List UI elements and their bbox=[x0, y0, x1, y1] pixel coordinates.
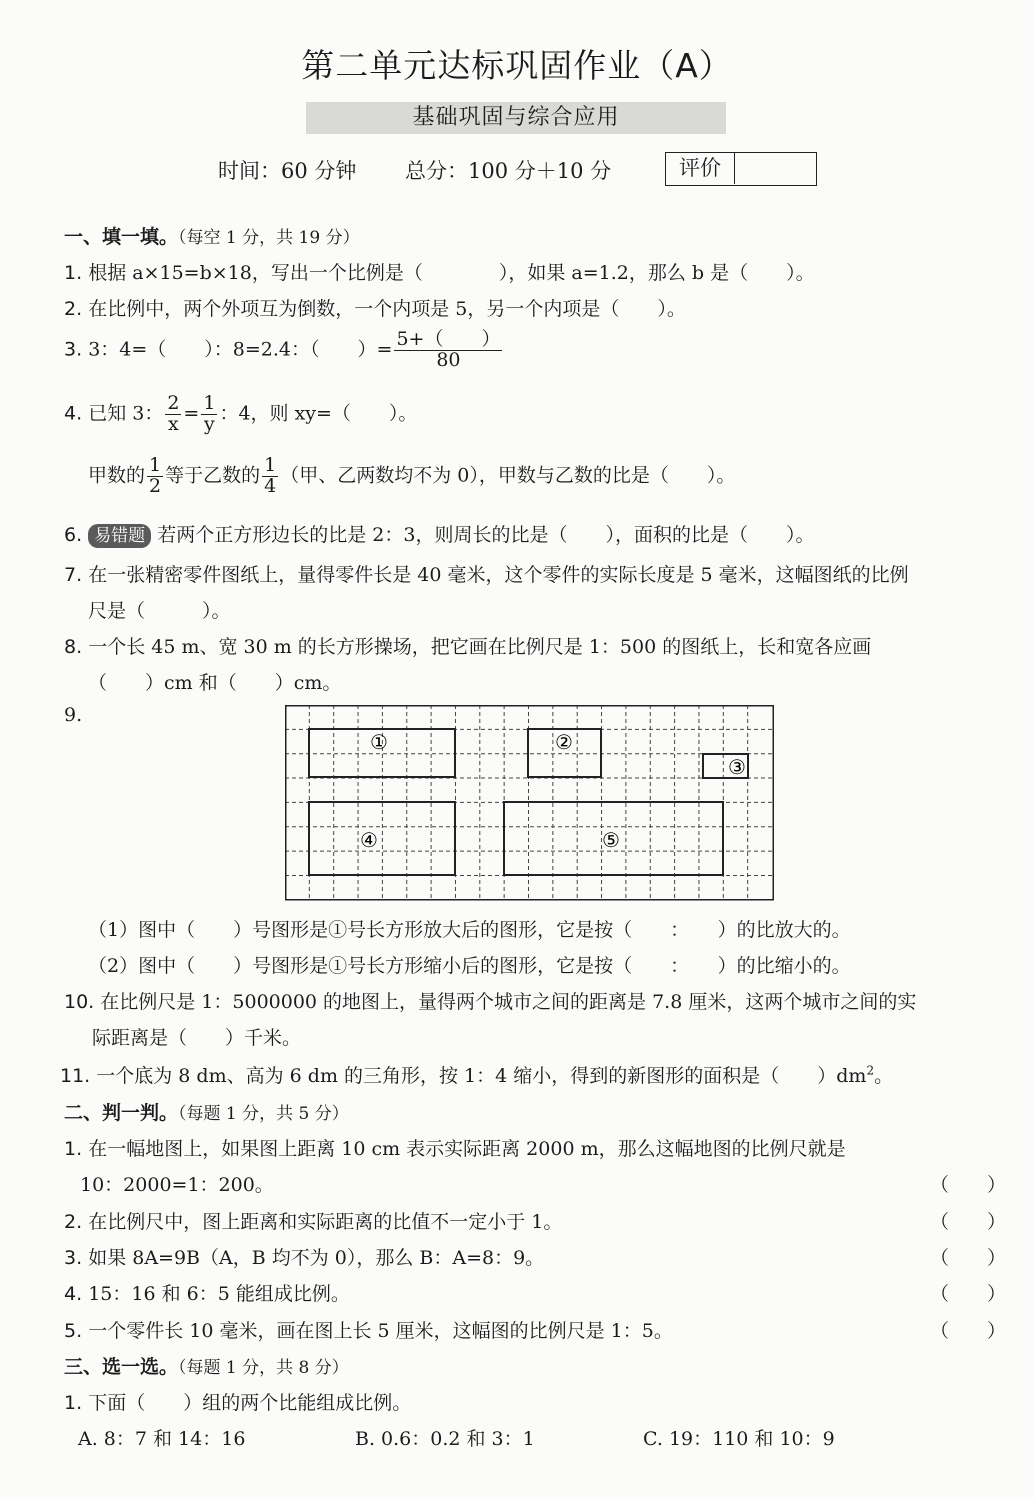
section-3-heading bbox=[64, 1352, 349, 1379]
question-1-4 bbox=[64, 394, 417, 435]
question-1-6 bbox=[64, 520, 814, 548]
question-text: 15：16 和 6：5 能组成比例。 bbox=[88, 1283, 350, 1305]
question-number: 3. bbox=[64, 1247, 83, 1269]
error-prone-badge: 易错题 bbox=[88, 524, 151, 548]
question-2-1-cont: 10：2000=1：200。 bbox=[80, 1174, 274, 1196]
time-limit: 时间：60 分钟 bbox=[218, 159, 357, 183]
shape-label-5: ⑤ bbox=[602, 828, 620, 852]
fraction: $\frac{2}{x}$ bbox=[167, 392, 180, 435]
section-1-heading bbox=[64, 222, 360, 249]
question-text: 在比例尺是 1：5000000 的地图上，量得两个城市之间的距离是 7.8 厘米，这两个城市之间的实 bbox=[100, 991, 917, 1013]
question-number: 6. bbox=[64, 524, 83, 546]
page-subtitle: 基础巩固与综合应用 bbox=[306, 102, 726, 134]
question-text: 在一张精密零件图纸上，量得零件长是 40 毫米，这个零件的实际长度是 5 毫米，这幅图纸的比例 bbox=[88, 564, 909, 586]
question-text: 根据 a×15=b×18，写出一个比例是（ ），如果 a=1.2，那么 b 是（ ）。 bbox=[88, 262, 815, 284]
question-text: 一个零件长 10 毫米，画在图上长 5 厘米，这幅图的比例尺是 1：5。 bbox=[88, 1320, 673, 1342]
question-text: = bbox=[183, 402, 200, 425]
question-1-9-number: 9. bbox=[64, 704, 83, 726]
answer-paren-2-3[interactable]: （ ） bbox=[930, 1247, 1007, 1269]
question-number: 1. bbox=[64, 1392, 83, 1414]
question-text: ：4，则 xy=（ ）。 bbox=[219, 402, 418, 425]
option-b[interactable]: B. 0.6：0.2 和 3：1 bbox=[355, 1428, 535, 1450]
question-number: 2. bbox=[64, 298, 83, 320]
question-1-7-cont: 尺是（ ）。 bbox=[88, 600, 231, 622]
shape-label-2: ② bbox=[555, 730, 573, 754]
section-3-note: （每题 1 分，共 8 分） bbox=[178, 1358, 349, 1378]
question-text: 一个底为 8 dm、高为 6 dm 的三角形，按 1：4 缩小，得到的新图形的面积是（ ）dm bbox=[96, 1065, 867, 1087]
section-2-note: （每题 1 分，共 5 分） bbox=[178, 1104, 349, 1124]
question-number: 4. bbox=[64, 402, 83, 425]
question-1-10-cont: 际距离是（ ）千米。 bbox=[92, 1027, 302, 1049]
question-1-10 bbox=[64, 987, 916, 1014]
answer-paren-2-4[interactable]: （ ） bbox=[930, 1283, 1007, 1305]
question-number: 3. bbox=[64, 338, 83, 361]
question-text: 在一幅地图上，如果图上距离 10 cm 表示实际距离 2000 m，那么这幅地图的比例尺就是 bbox=[88, 1138, 846, 1160]
question-text: 甲数的 bbox=[88, 464, 146, 487]
question-text: （甲、乙两数均不为 0），甲数与乙数的比是（ ）。 bbox=[280, 464, 736, 487]
question-number: 1. bbox=[64, 262, 83, 284]
fraction: $\frac{5+( )}{80}$ bbox=[396, 328, 501, 371]
question-text: 在比例尺中，图上距离和实际距离的比值不一定小于 1。 bbox=[88, 1211, 563, 1233]
question-1-5 bbox=[88, 456, 735, 497]
shape-label-3: ③ bbox=[728, 755, 746, 779]
fraction: $\frac{1}{2}$ bbox=[149, 454, 162, 497]
answer-paren-2-2[interactable]: （ ） bbox=[930, 1211, 1007, 1233]
question-2-1 bbox=[64, 1134, 846, 1161]
question-number: 4. bbox=[64, 1283, 83, 1305]
total-score: 总分：100 分＋10 分 bbox=[405, 159, 612, 183]
question-2-3 bbox=[64, 1243, 544, 1270]
section-3-title: 三、选一选。 bbox=[64, 1356, 179, 1378]
question-number: 8. bbox=[64, 636, 83, 658]
question-text: 若两个正方形边长的比是 2：3，则周长的比是（ ），面积的比是（ ）。 bbox=[157, 524, 815, 546]
shape-label-4: ④ bbox=[360, 828, 378, 852]
question-1-9-sub1: （1）图中（ ）号图形是①号长方形放大后的图形，它是按（ ： ）的比放大的。 bbox=[88, 919, 851, 941]
question-1-3 bbox=[64, 330, 504, 371]
question-text: 已知 3： bbox=[88, 402, 164, 425]
section-2-title: 二、判一判。 bbox=[64, 1102, 179, 1124]
fraction: $\frac{1}{y}$ bbox=[203, 392, 216, 435]
option-c[interactable]: C. 19：110 和 10：9 bbox=[643, 1428, 835, 1450]
question-text: 一个长 45 m、宽 30 m 的长方形操场，把它画在比例尺是 1：500 的图纸上，长和宽各应画 bbox=[88, 636, 872, 658]
question-1-8 bbox=[64, 632, 871, 659]
evaluation-box[interactable] bbox=[665, 152, 817, 186]
question-2-5 bbox=[64, 1316, 673, 1343]
question-text: 3：4=（ ）：8=2.4：（ ）= bbox=[88, 338, 393, 361]
question-1-1 bbox=[64, 258, 815, 285]
evaluation-label: 评价 bbox=[666, 153, 735, 184]
question-number: 7. bbox=[64, 564, 83, 586]
question-text: 如果 8A=9B（A，B 均不为 0），那么 B：A=8：9。 bbox=[88, 1247, 545, 1269]
section-1-title: 一、填一填。 bbox=[64, 226, 179, 248]
superscript: 2 bbox=[866, 1063, 875, 1078]
shape-label-1: ① bbox=[370, 730, 388, 754]
page-title: 第二单元达标巩固作业（A） bbox=[301, 46, 733, 85]
question-number: 5. bbox=[64, 1320, 83, 1342]
question-number: 11. bbox=[60, 1065, 91, 1087]
question-number: 1. bbox=[64, 1138, 83, 1160]
question-1-9-sub2: （2）图中（ ）号图形是①号长方形缩小后的图形，它是按（ ： ）的比缩小的。 bbox=[88, 955, 851, 977]
question-2-4 bbox=[64, 1279, 350, 1306]
option-a[interactable]: A. 8：7 和 14：16 bbox=[78, 1428, 246, 1450]
answer-paren-2-1[interactable]: （ ） bbox=[930, 1174, 1007, 1196]
question-text: 。 bbox=[874, 1065, 894, 1087]
question-3-1 bbox=[64, 1388, 411, 1415]
question-number: 10. bbox=[64, 991, 95, 1013]
section-2-heading bbox=[64, 1098, 349, 1125]
question-text: 在比例中，两个外项互为倒数，一个内项是 5，另一个内项是（ ）。 bbox=[88, 298, 686, 320]
question-1-2 bbox=[64, 294, 686, 321]
question-text: 等于乙数的 bbox=[165, 464, 261, 487]
section-1-note: （每空 1 分，共 19 分） bbox=[178, 228, 360, 248]
question-1-8-cont: （ ）cm 和（ ）cm。 bbox=[88, 672, 342, 694]
question-number: 2. bbox=[64, 1211, 83, 1233]
question-2-2 bbox=[64, 1207, 562, 1234]
question-1-11 bbox=[60, 1061, 893, 1088]
question-text: 下面（ ）组的两个比能组成比例。 bbox=[88, 1392, 412, 1414]
question-1-7 bbox=[64, 560, 909, 587]
fraction: $\frac{1}{4}$ bbox=[264, 454, 277, 497]
answer-paren-2-5[interactable]: （ ） bbox=[930, 1320, 1007, 1342]
grid-figure bbox=[285, 705, 775, 901]
